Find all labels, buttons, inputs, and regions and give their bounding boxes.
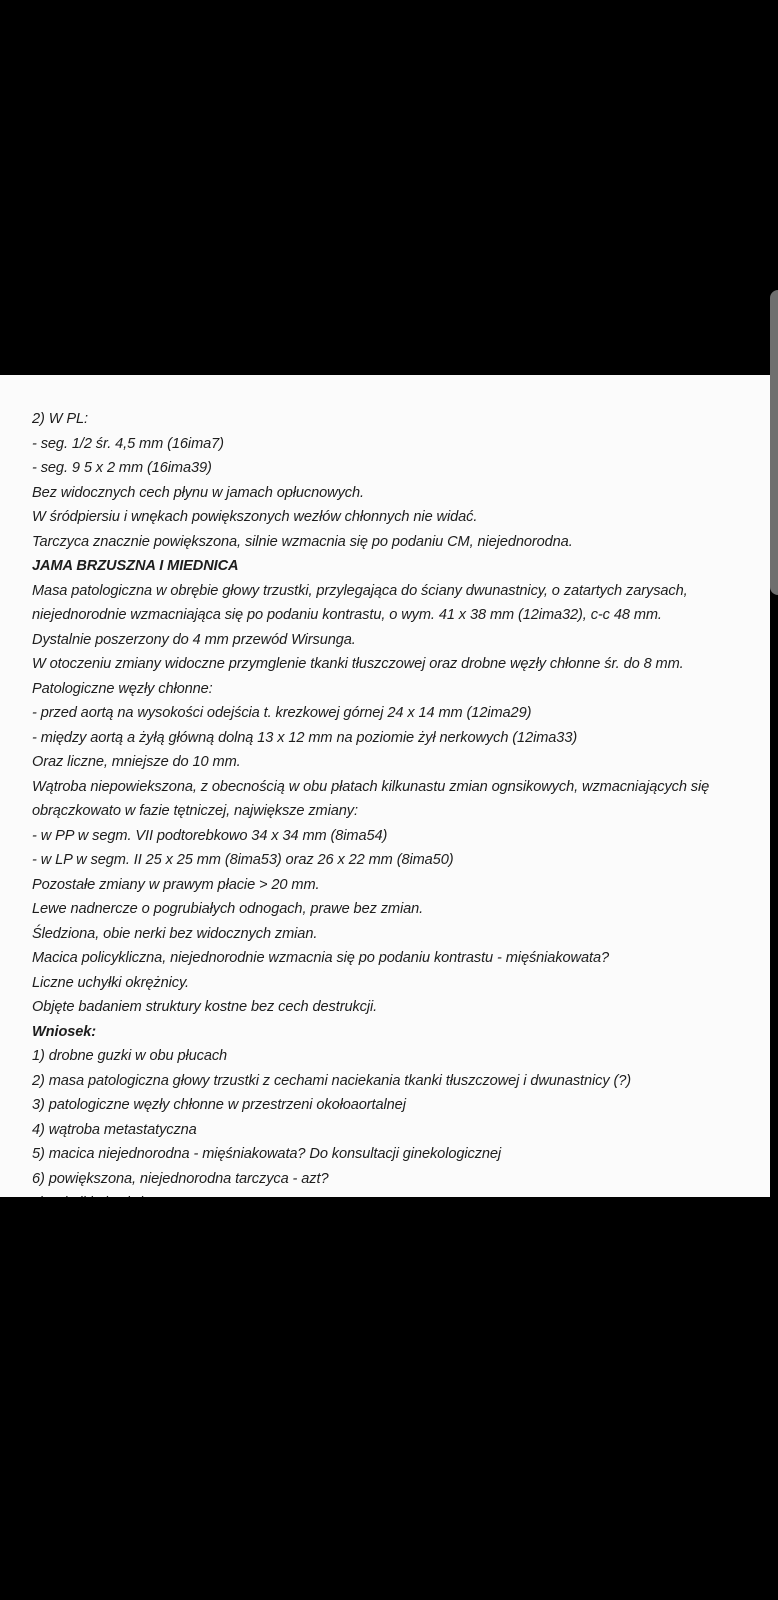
doc-line: - w PP w segm. VII podtorebkowo 34 x 34 mm (8ima54) [32,827,388,844]
scroll-handle[interactable] [770,290,778,595]
doc-line: Wątroba niepowiekszona, z obecnością w obu płatach kilkunastu zmian ognsikowych, wzmacniających się [32,778,710,795]
doc-line: - przed aortą na wysokości odejścia t. krezkowej górnej 24 x 14 mm (12ima29) [32,705,532,721]
doc-line: - seg. 9 5 x 2 mm (16ima39) [32,460,212,476]
doc-line: 5) macica niejednorodna - mięśniakowata? Do konsultacji ginekologicznej [32,1146,502,1162]
doc-line: Masa patologiczna w obrębie głowy trzustki, przylegająca do ściany dwunastnicy, o zatartych zarysach, [32,582,688,599]
doc-line: Tarczyca znacznie powiększona, silnie wzmacnia się po podaniu CM, niejednorodna. [32,533,573,550]
doc-line: Objęte badaniem struktury kostne bez cech destrukcji. [32,999,378,1015]
doc-line: Bez widocznych cech płynu w jamach opłucnowych. [32,484,364,501]
doc-line: Śledziona, obie nerki bez widocznych zmian. [32,925,318,942]
doc-line: W otoczeniu zmiany widoczne przymglenie tkanki tłuszczowej oraz drobne węzły chłonne śr. do 8 mm. [32,656,684,672]
doc-line: - między aortą a żyłą główną dolną 13 x 12 mm na poziomie żył nerkowych (12ima33) [32,729,578,746]
doc-line: Patologiczne węzły chłonne: [32,680,213,697]
doc-line: niejednorodnie wzmacniająca się po podaniu kontrastu, o wym. 41 x 38 mm (12ima32), c-c 48 mm. [32,607,662,623]
doc-line: 2) masa patologiczna głowy trzustki z cechami naciekania tkanki tłuszczowej i dwunastnicy (?) [32,1072,632,1089]
doc-line: obrączkowato w fazie tętniczej, największe zmiany: [32,803,358,819]
doc-line: Dystalnie poszerzony do 4 mm przewód Wirsunga. [32,631,356,648]
doc-line: 6) powiększona, niejednorodna tarczyca - azt? [32,1170,329,1187]
doc-line: Liczne uchyłki okrężnicy. [32,974,190,991]
doc-line: 1) drobne guzki w obu płucach [32,1048,228,1064]
doc-line: Lewe nadnercze o pogrubiałych odnogach, prawe bez zmian. [32,901,424,917]
doc-line: Oraz liczne, mniejsze do 10 mm. [32,754,241,770]
doc-line: 4) wątroba metastatyczna [32,1121,197,1138]
section-heading: Wniosek: [32,1023,97,1040]
bottom-black-area [0,1197,778,1600]
doc-line: Macica policykliczna, niejednorodnie wzmacnia się po podaniu kontrastu - mięśniakowata? [32,950,609,966]
doc-line: Pozostałe zmiany w prawym płacie > 20 mm. [32,876,320,893]
doc-line: 3) patologiczne węzły chłonne w przestrzeni okołoaortalnej [32,1097,406,1113]
top-black-area [0,0,778,375]
section-heading: JAMA BRZUSZNA I MIEDNICA [32,558,239,574]
doc-line: W śródpiersiu i wnękach powiększonych wezłów chłonnych nie widać. [32,509,478,525]
doc-line: 2) W PL: [32,411,88,427]
doc-line: - w LP w segm. II 25 x 25 mm (8ima53) oraz 26 x 22 mm (8ima50) [32,852,454,868]
document-text [32,407,760,1216]
document-photo [0,375,770,1197]
doc-line: - seg. 1/2 śr. 4,5 mm (16ima7) [32,435,224,452]
